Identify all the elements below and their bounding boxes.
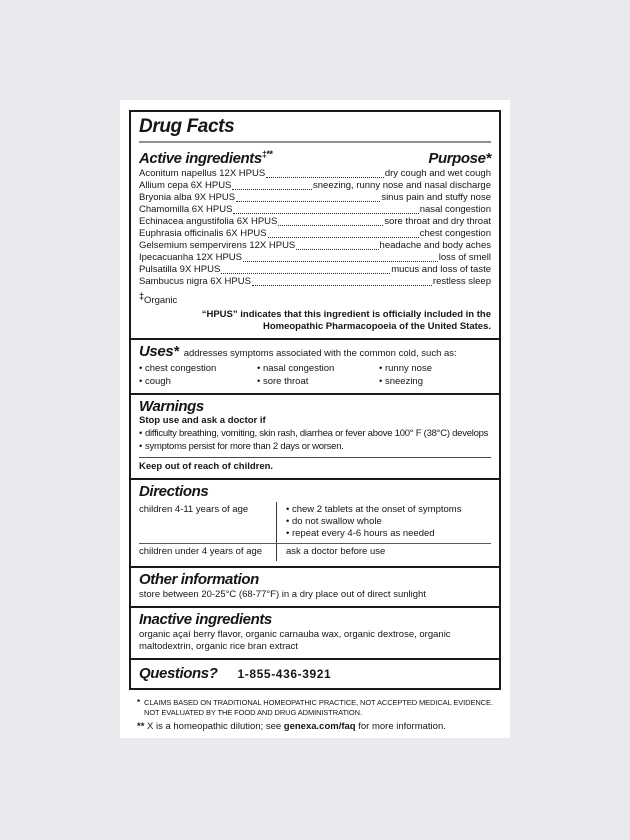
keep-out-warning: Keep out of reach of children. (139, 461, 274, 473)
ingredient-purpose: mucus and loss of taste (391, 264, 491, 275)
directions-bullet: • chew 2 tablets at the onset of symptoms (286, 504, 491, 516)
purpose-heading: Purpose* (428, 150, 491, 167)
footnote-claims (137, 698, 496, 717)
drug-facts-title: Drug Facts (139, 116, 235, 137)
uses-symptom: • nasal congestion (257, 363, 379, 375)
ingredient-name: Echinacea angustifolia 6X HPUS (139, 216, 278, 227)
footnote-dilution-text (147, 721, 446, 733)
directions-bullet: • repeat every 4-6 hours as needed (286, 528, 491, 540)
active-ingredients-heading-text: Active ingredients (139, 150, 262, 167)
footnote-dilution (137, 721, 496, 733)
uses-symptom: • sore throat (257, 376, 379, 388)
ingredient-row (139, 180, 491, 192)
uses-symptom: • runny nose (379, 363, 491, 375)
warning-bullet: • symptoms persist for more than 2 days or worsen. (139, 441, 491, 453)
other-information-section (131, 566, 499, 606)
ingredient-purpose: loss of smell (438, 252, 491, 263)
other-information-text: store between 20-25°C (68-77°F) in a dry place out of direct sunlight (139, 589, 426, 601)
ingredient-purpose: nasal congestion (419, 204, 491, 215)
active-ingredients-heading-sup: ‡** (261, 149, 273, 159)
warnings-section (131, 393, 499, 478)
footnote-claims-text (144, 698, 493, 717)
dotted-leader (243, 261, 438, 262)
questions-section (131, 658, 499, 688)
hpus-note-line: “HPUS” indicates that this ingredient is officially included in the (201, 309, 491, 321)
active-ingredients-section (131, 143, 499, 338)
uses-intro: addresses symptoms associated with the common cold, such as: (183, 348, 457, 360)
ingredient-name: Aconitum napellus 12X HPUS (139, 168, 266, 179)
directions-row (139, 543, 491, 561)
warnings-subheading: Stop use and ask a doctor if (139, 415, 266, 427)
inactive-ingredients-text: organic açaí berry flavor, organic carnauba wax, organic dextrose, organic maltodextrin, organic rice bran extract (139, 629, 451, 653)
organic-dagger: ‡ (139, 291, 145, 301)
ingredient-name: Sambucus nigra 6X HPUS (139, 276, 251, 287)
ingredient-row (139, 168, 491, 180)
organic-label: Organic (144, 295, 178, 307)
questions-phone-number: 1-855-436-3921 (237, 667, 332, 682)
dotted-leader (266, 177, 384, 178)
directions-age-group: children under 4 years of age (139, 546, 263, 558)
ingredient-row (139, 192, 491, 204)
ingredient-name: Euphrasia officinalis 6X HPUS (139, 228, 267, 239)
uses-heading: Uses* (139, 343, 179, 361)
directions-section (131, 478, 499, 566)
directions-bullet: • do not swallow whole (286, 516, 491, 528)
organic-footnote (139, 290, 491, 307)
ingredient-purpose: dry cough and wet cough (384, 168, 491, 179)
ingredient-row (139, 228, 491, 240)
inactive-ingredients-section (131, 606, 499, 658)
directions-heading: Directions (139, 483, 209, 501)
ingredient-row (139, 264, 491, 276)
dotted-leader (221, 273, 390, 274)
uses-section (131, 338, 499, 393)
directions-instructions (276, 544, 491, 561)
uses-symptom-grid (139, 363, 491, 388)
warning-bullet: • difficulty breathing, vomiting, skin rash, diarrhea or fever above 100° F (38°C) develops (139, 428, 491, 440)
dotted-leader (296, 249, 378, 250)
ingredient-purpose: sore throat and dry throat (384, 216, 491, 227)
ingredient-purpose: restless sleep (432, 276, 491, 287)
drug-facts-box (129, 110, 501, 690)
directions-instructions (276, 502, 491, 543)
active-ingredients-heading (139, 146, 273, 167)
footnotes (137, 698, 496, 733)
footnote-claims-line: CLAIMS BASED ON TRADITIONAL HOMEOPATHIC PRACTICE, NOT ACCEPTED MEDICAL EVIDENCE. (144, 698, 493, 708)
ingredient-name: Chamomilla 6X HPUS (139, 204, 233, 215)
ingredient-purpose: headache and body aches (379, 240, 491, 251)
warnings-divider (139, 457, 491, 458)
ingredient-name: Allium cepa 6X HPUS (139, 180, 232, 191)
directions-table (139, 502, 491, 561)
dotted-leader (232, 189, 312, 190)
ingredient-purpose: chest congestion (419, 228, 491, 239)
footnote-dilution-post: for more information. (355, 721, 446, 733)
drug-facts-label (120, 100, 510, 738)
uses-header (139, 343, 491, 360)
dotted-leader (236, 201, 380, 202)
ingredient-name: Ipecacuanha 12X HPUS (139, 252, 242, 263)
dotted-leader (233, 213, 418, 214)
footnote-marker: ** (137, 721, 145, 733)
title-section (131, 112, 499, 140)
ingredient-row (139, 204, 491, 216)
footnote-marker: * (137, 698, 141, 708)
uses-symptom: • cough (139, 376, 257, 388)
footnote-claims-line: NOT EVALUATED BY THE FOOD AND DRUG ADMINISTRATION. (144, 707, 362, 717)
uses-symptom: • chest congestion (139, 363, 257, 375)
directions-age-group: children 4-11 years of age (139, 504, 249, 516)
footnote-dilution-pre: X is a homeopathic dilution; see (147, 721, 284, 733)
ingredient-purpose: sinus pain and stuffy nose (381, 192, 491, 203)
dotted-leader (268, 237, 419, 238)
ingredient-row (139, 240, 491, 252)
uses-symptom: • sneezing (379, 376, 491, 388)
hpus-note-line: Homeopathic Pharmacopoeia of the United States. (262, 321, 491, 333)
inactive-ingredients-heading: Inactive ingredients (139, 611, 272, 629)
ingredient-name: Pulsatilla 9X HPUS (139, 264, 221, 275)
ingredient-row (139, 276, 491, 288)
footnote-website: genexa.com/faq (283, 721, 356, 733)
ingredient-name: Gelsemium sempervirens 12X HPUS (139, 240, 296, 251)
questions-heading: Questions? (139, 665, 218, 683)
dotted-leader (252, 285, 432, 286)
other-information-heading: Other information (139, 571, 259, 589)
directions-text: ask a doctor before use (286, 546, 386, 558)
ingredient-row (139, 216, 491, 228)
hpus-note (139, 309, 491, 333)
directions-row (139, 502, 491, 543)
warnings-heading: Warnings (139, 398, 204, 416)
ingredient-name: Bryonia alba 9X HPUS (139, 192, 236, 203)
dotted-leader (278, 225, 383, 226)
active-ingredients-header (139, 146, 491, 167)
ingredient-row (139, 252, 491, 264)
ingredient-purpose: sneezing, runny nose and nasal discharge (313, 180, 491, 191)
